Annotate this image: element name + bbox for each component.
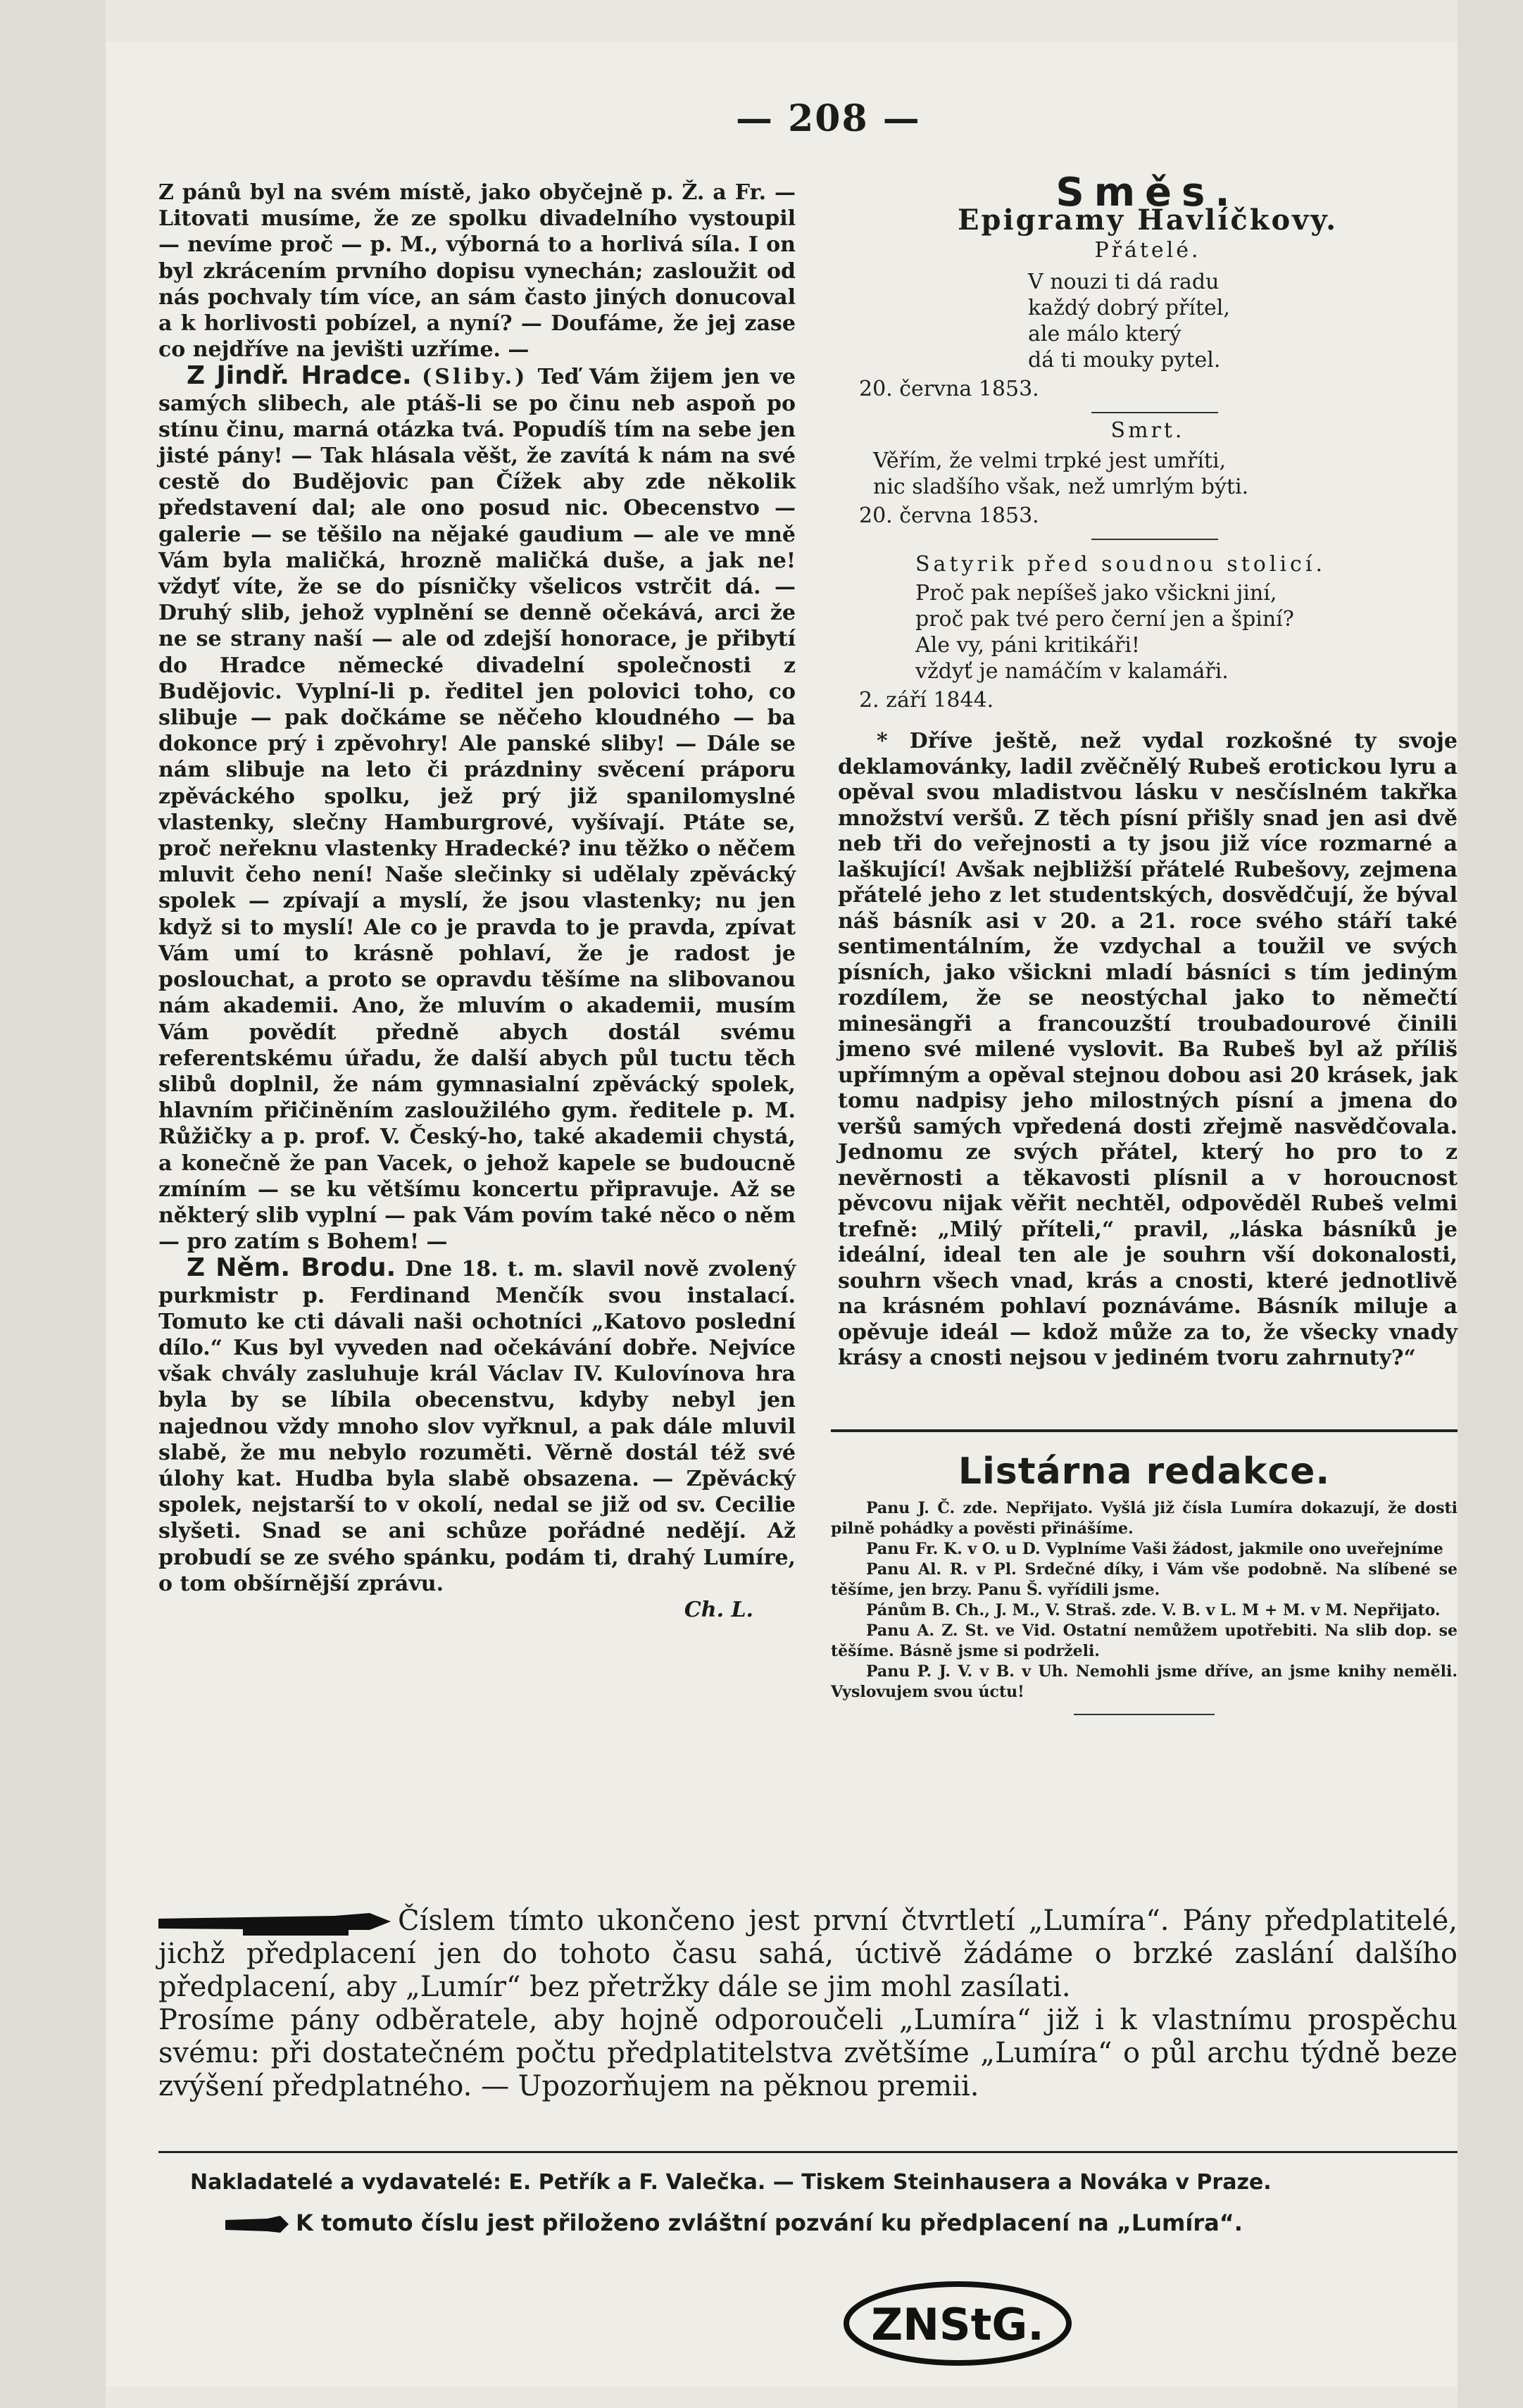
pointing-hand-icon: [225, 2212, 289, 2237]
footnote: * Dříve ještě, než vydal rozkošné ty svoje deklamovánky, ladil zvěčnělý Rubeš erotickou lyru a opěval svou mladistvou lásku v nesčíslném takřka množství veršů. Z těch písní přišly snad jen asi dvě neb tři do veřejnosti a ty jsou již více rozmarné a laškující! Avšak nejbližší přátelé Rubešovy, zejmena přátelé jeho z let studentských, dosvědčují, že býval náš básník asi v 20. a 21. roce svého stáří také sentimentálním, že vzdychal a toužil ve svých písních, jako všickni mladí básníci s tím jediným rozdílem, že se neostýchal jako to němečtí minesängři a francouzští troubadourové činili jmeno své milené vyslovit. Ba Rubeš byl až příliš upřímným a opěval stejnou dobou asi 20 krásek, jak tomu nadpisy jeho milostných písní a jmena do veršů samých vpředená dosti zřejmě nasvědčovala. Jednomu ze svých přátel, který ho pro to z nevěrnosti a těkavosti plísnil a v horoucnost pěvcovu nijak věřit nechtěl, odpověděl Rubeš velmi trefně: „Milý příteli,“ pravil, „láska básníků je ideální, ideal ten ale je souhrn vší dokonalosti, souhrn všech vnad, krás a cnosti, které jednotlivě na krásném pohlaví poznáváme. Básník miluje a opěvuje ideál — kdož může za to, že všecky vnady krásy a cnosti nejsou v jediném tvoru zahrnuty?“: [838, 729, 1458, 1370]
poem: [915, 580, 1458, 684]
divider: [1091, 412, 1218, 413]
stamp-text: ZNStG.: [871, 2299, 1044, 2350]
poem-title: Satyrik před soudnou stolicí.: [915, 552, 1326, 577]
poem-title: Smrt.: [1110, 418, 1185, 443]
listarna-entry: Panu P. J. V. v B. v Uh. Nemohli jsme dříve, an jsme knihy neměli. Vyslovujem svou úctu!: [831, 1662, 1458, 1701]
pointing-hand-icon: [158, 1909, 391, 1937]
right-column: [838, 170, 1458, 1372]
signature: Ch. L.: [684, 1597, 753, 1622]
poem-title: Přátelé.: [1094, 238, 1201, 263]
subscription-notice: [158, 1905, 1458, 2103]
divider: [158, 2151, 1458, 2153]
poem-date: 20. června 1853.: [859, 377, 1039, 401]
article-text: Teď Vám žijem jen ve samých slibech, ale ptáš-li se po činu neb aspoň po stínu činu, marná otázka tvá. Popudíš tím na sebe jen jisté pány! — Tak hlásala věšt, že zavítá k nám na své cestě do Budějovic pan Čížek aby zde několik představení dal; ale ono posud nic. Obecenstvo — galerie — se těšilo na nějaké gaudium — ale ve mně Vám byla maličká, hrozně maličká duše, a jak ne! vždyť víte, že se do písničky všelicos vstrčit dá. — Druhý slib, jehož vyplnění se denně očekává, arci že ne se strany naší — ale od zdejší honorace, je přibytí do Hradce německé divadelní společnosti z Budějovic. Vyplní-li p. ředitel jen polovici toho, co slibuje — pak dočkáme se něčeho kloudného — ba dokonce prý i zpěvohry! Ale panské sliby! — Dále se nám slibuje na leto či prázdniny svěcení práporu zpěváckého spolku, jež prý již spanilomyslné vlastenky, slečny Hamburgrové, vyšívají. Ptáte se, proč neřeknu vlastenky Hradecké? inu těžko o něčem mluvit čeho není! Naše slečinky si udělaly zpěvácký spolek — zpívají a myslí, že jsou vlastenky; nu jen když si to myslí! Ale co je pravda to je pravda, zpívat Vám umí to krásně pohlaví, že je radost je poslouchat, a proto se opravdu těšíme na slibovanou nám akademii. Ano, že mluvím o akademii, musím Vám povědít předně abych dostál svému referentskému úřadu, že další abych půl tuctu těch slibů doplnil, že nám gymnasialní zpěvácký spolek, hlavním přičiněním zasloužilého gym. ředitele p. M. Růžičky a p. prof. V. Český-ho, také akademii chystá, a konečně že pan Vacek, o jehož kapele se budoucně zmíním — se ku většímu koncertu připravuje. Až se některý slib vyplní — pak Vám povím také něco o něm — pro zatím s Bohem! —: [158, 365, 796, 1255]
listarna-entry: Pánům B. Ch., J. M., V. Straš. zde. V. B. v L. M + M. v M. Nepřijato.: [866, 1601, 1441, 1619]
publisher-line: Nakladatelé a vydavatelé: E. Petřík a F. Valečka. — Tiskem Steinhausera a Nováka v Praze.: [190, 2170, 1272, 2195]
divider: [831, 1429, 1458, 1432]
article-paragraph: Z pánů byl na svém místě, jako obyčejně p. Ž. a Fr. — Litovati musíme, že ze spolku divadelního vystoupil — nevíme proč — p. M., výborná to a horlivá síla. I on byl zkrácením prvního dopisu vynechán; zasloužit od nás pochvaly tím více, an sám často jiných donucoval a k horlivosti pobízel, a nyní? — Doufáme, že jej zase co nejdříve na jevišti uzříme. —: [158, 180, 796, 363]
left-column: [158, 180, 796, 1623]
poem-line: nic sladšího však, než umrlým býti.: [873, 475, 1249, 499]
section-heading: Z Jindř. Hradce.: [187, 361, 412, 391]
poem-line: proč pak tvé pero černí jen a špiní?: [915, 607, 1294, 632]
listarna-entry: Panu A. Z. St. ve Vid. Ostatní nemůžem upotřebiti. Na slib dop. se těšíme. Básně jsme si podrželi.: [831, 1622, 1458, 1660]
subscription-invitation: [225, 2209, 1465, 2237]
library-stamp: [841, 2278, 1074, 2369]
epigram-heading: Epigramy Havlíčkovy.: [957, 203, 1339, 237]
article-paragraph: [158, 363, 796, 1255]
poem-line: Proč pak nepíšeš jako všickni jiní,: [915, 581, 1277, 606]
editorial-correspondence: [831, 1450, 1458, 1715]
listarna-body: [831, 1498, 1458, 1702]
listarna-entry: Panu Al. R. v Pl. Srdečné díky, i Vám vše podobně. Na slíbené se těšíme, jen brzy. Panu Š. vyřídili jsme.: [831, 1560, 1458, 1599]
section-subtitle: (Sliby.): [422, 365, 528, 390]
divider: [1091, 539, 1218, 540]
listarna-entry: Panu J. Č. zde. Nepřijato. Vyšlá již čísla Lumíra dokazují, že dosti pilně pohádky a pověsti přinášíme.: [831, 1499, 1458, 1538]
poem-line: Ale vy, páni kritikáři!: [915, 633, 1140, 658]
divider: [1074, 1714, 1215, 1715]
listarna-entry: Panu Fr. K. v O. u D. Vyplníme Vaši žádost, jakmile ono uveřejníme: [866, 1540, 1443, 1558]
poem: [1028, 269, 1458, 373]
notice-paragraph: [158, 1905, 1458, 2004]
poem-line: každý dobrý přítel,: [1028, 296, 1230, 320]
notice-text: Číslem tímto ukončeno jest první čtvrtletí „Lumíra“. Pány předplatitelé, jichž předplacení jen do tohoto času sahá, úctivě žádáme o brzké zaslání dalšího předplacení, aby „Lumír“ bez přetržky dále se jim mohl zasílati.: [158, 1905, 1458, 2003]
section-title: Směs.: [1055, 170, 1240, 215]
notice-paragraph: Prosíme pány odběratele, aby hojně odporoučeli „Lumíra“ již i k vlastnímu prospěchu svému: při dostatečném počtu předplatitelstva zvětšíme „Lumíra“ o půl archu týdně beze zvýšení předplatného. — Upozorňujem na pěknou premii.: [158, 2004, 1458, 2102]
invitation-text: K tomuto číslu jest přiloženo zvláštní pozvání ku předplacení na „Lumíra“.: [296, 2209, 1243, 2236]
poem-line: dá ti mouky pytel.: [1028, 348, 1221, 372]
article-text: Dne 18. t. m. slavil nově zvolený purkmistr p. Ferdinand Menčík svou instalací. Tomuto ke cti dávali naši ochotníci „Katovo poslední dílo.“ Kus byl vyveden nad očekávání dobře. Nejvíce však chvály zasluhuje král Václav IV. Kulovínova hra byla by se líbila obecenstvu, kdyby nebyl jen najednou vždy mnoho slov vyřknul, a pak dále mluvil slabě, že mu nebylo rozuměti. Věrně dostál též své úlohy kat. Hudba byla slabě obsazena. — Zpěvácký spolek, nejstarší to v okolí, nedal se již od sv. Cecilie slyšeti. Snad se ani schůze pořádné nedějí. Až probudí se ze svého spánku, podám ti, drahý Lumíre, o tom obšírnější zprávu.: [158, 1257, 796, 1596]
scan-margin-left: [0, 0, 106, 2408]
poem-date: 20. června 1853.: [859, 503, 1039, 528]
poem-line: vždyť je namáčím v kalamáři.: [915, 659, 1229, 684]
poem-line: Věřím, že velmi trpké jest umříti,: [873, 449, 1227, 473]
poem-line: ale málo který: [1028, 322, 1182, 346]
poem-line: V nouzi ti dá radu: [1028, 270, 1220, 294]
page-number: — 208 —: [736, 97, 921, 140]
poem: [873, 448, 1458, 500]
poem-date: 2. září 1844.: [859, 688, 994, 713]
listarna-title: Listárna redakce.: [958, 1450, 1331, 1493]
section-heading: Z Něm. Brodu.: [187, 1253, 396, 1283]
article-paragraph: [158, 1255, 796, 1623]
scan-margin-right: [1458, 0, 1523, 2408]
